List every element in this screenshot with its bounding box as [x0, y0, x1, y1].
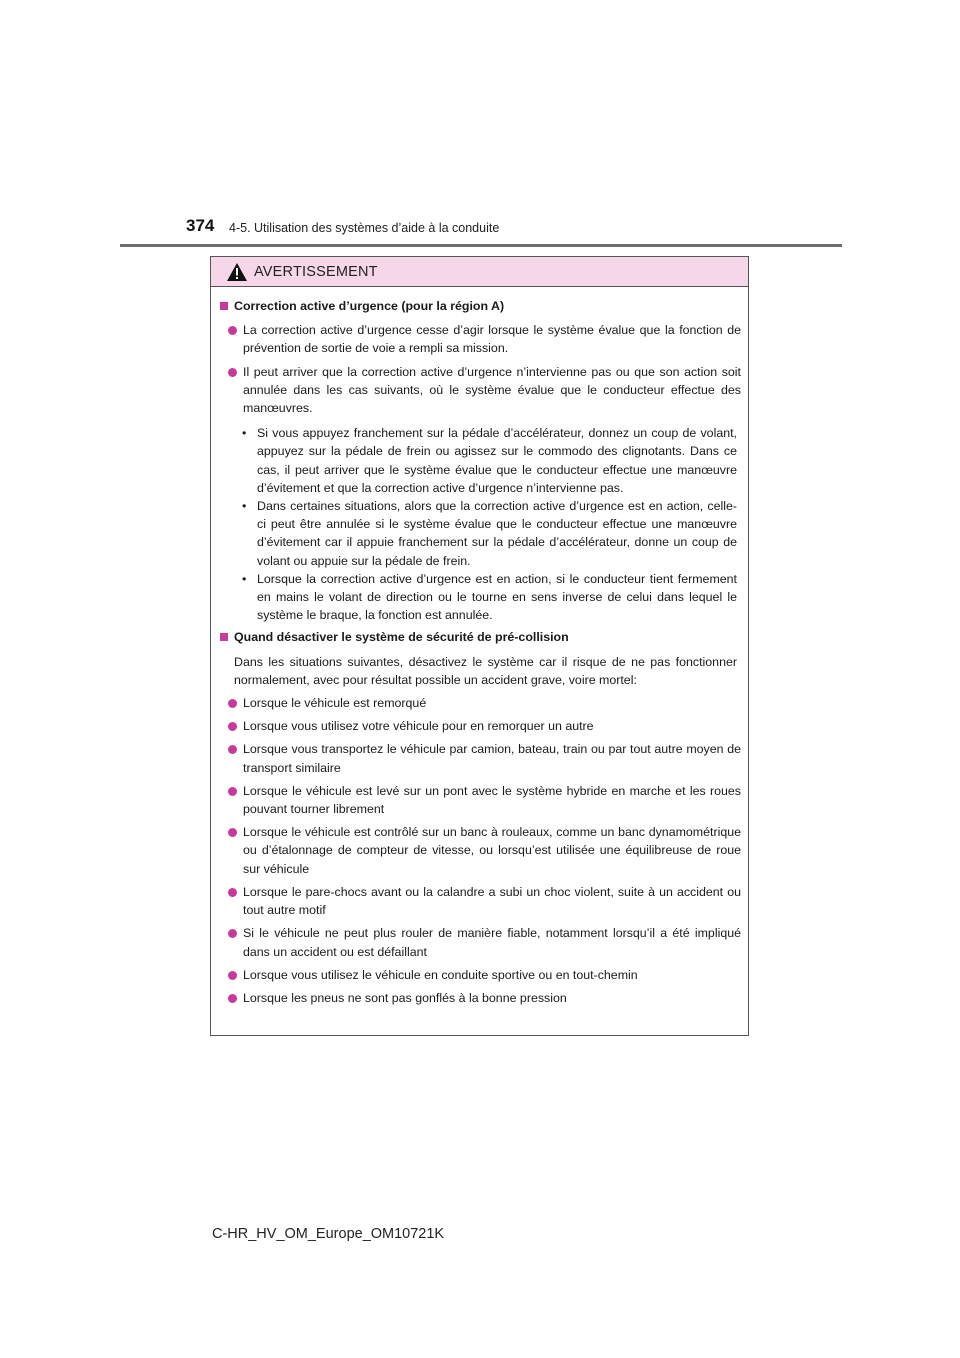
section-intro: Dans les situations suivantes, désactivez le système car il risque de ne pas fonctionner normalement, avec pour résultat possible un accident grave, voire mortel: [234, 654, 737, 687]
list-item-text: La correction active d’urgence cesse d’agir lorsque le système évalue que la fonction de prévention de sortie de voie a rempli sa mission. [243, 323, 741, 356]
sub-list [220, 424, 741, 624]
list-item [220, 966, 741, 984]
list-item-text: Lorsque le véhicule est contrôlé sur un banc à rouleaux, comme un banc dynamométrique ou d’étalonnage de compteur de vitesse, ou lorsqu’est utilisée une équilibreuse de roue sur véhicule [243, 825, 741, 876]
section-heading-text: Quand désactiver le système de sécurité de pré-collision [234, 630, 569, 645]
document-code: C-HR_HV_OM_Europe_OM10721K [212, 1226, 445, 1242]
sub-list-item [242, 570, 737, 625]
list-item-text: Il peut arriver que la correction active d’urgence n’intervienne pas ou que son action soit annulée dans les cas suivants, où le système évalue que le conducteur effectue des manœuvres. [243, 364, 741, 416]
list-item-text: Lorsque le véhicule est remorqué [243, 696, 427, 711]
list-item [220, 989, 741, 1007]
sub-bullet-marker: • [242, 426, 247, 441]
sub-bullet-marker: • [242, 571, 247, 586]
list-item-text: Lorsque le pare-chocs avant ou la calandre a subi un choc violent, suite à un accident ou tout autre motif [243, 884, 741, 918]
circle-bullet-icon [228, 368, 237, 377]
warning-triangle-icon [226, 262, 248, 282]
list-item [220, 883, 741, 919]
warning-title: AVERTISSEMENT [254, 263, 378, 280]
section-heading [220, 628, 741, 646]
circle-bullet-icon [228, 722, 237, 731]
circle-bullet-icon [228, 787, 237, 796]
list-item [220, 782, 741, 818]
circle-bullet-icon [228, 888, 237, 897]
list-item [220, 363, 741, 418]
list-item [220, 740, 741, 776]
sub-list-item [242, 424, 737, 497]
sub-list-item-text: Si vous appuyez franchement sur la pédale d’accélérateur, donnez un coup de volant, appuyez sur la pédale de frein ou agissez sur le commodo des clignotants. Dans ce cas, il peut arriver que le système évalue que le conducteur effectue une manœuvre d’évitement et que la correction active d’urgence n’intervienne pas. [257, 426, 737, 495]
circle-bullet-icon [228, 745, 237, 754]
list-item [220, 717, 741, 735]
sub-list-item [242, 497, 737, 570]
list-item-text: Lorsque les pneus ne sont pas gonflés à la bonne pression [243, 990, 567, 1005]
sub-list-item-text: Dans certaines situations, alors que la correction active d’urgence est en action, celle-ci peut être annulée si le système évalue que le conducteur effectue une manœuvre d’évitement car il appuie franchement sur la pédale d’accélérateur, donne un coup de volant ou appuie sur la pédale de frein. [257, 499, 737, 568]
list-item [220, 694, 741, 712]
circle-bullet-icon [228, 971, 237, 980]
warning-content [211, 287, 748, 1007]
list-item-text: Lorsque le véhicule est levé sur un pont avec le système hybride en marche et les roues pouvant tourner librement [243, 783, 741, 817]
circle-bullet-icon [228, 828, 237, 837]
section-heading [220, 297, 741, 315]
list-item-text: Si le véhicule ne peut plus rouler de manière fiable, notamment lorsqu’il a été impliqué dans un accident ou est défaillant [243, 926, 741, 959]
list-item-text: Lorsque vous utilisez le véhicule en conduite sportive ou en tout-chemin [243, 967, 638, 982]
header-rule [120, 244, 842, 247]
circle-bullet-icon [228, 699, 237, 708]
list-item-text: Lorsque vous transportez le véhicule par camion, bateau, train ou par tout autre moyen de transport similaire [243, 742, 741, 775]
square-bullet-icon [220, 302, 228, 310]
circle-bullet-icon [228, 326, 237, 335]
section-title: 4-5. Utilisation des systèmes d’aide à la conduite [229, 221, 500, 235]
circle-bullet-icon [228, 994, 237, 1003]
sub-list-item-text: Lorsque la correction active d’urgence est en action, si le conducteur tient fermement en mains le volant de direction ou le tourne en sens inverse de celui dans lequel le système le braque, la fonction est annulée. [257, 571, 737, 623]
warning-box [210, 256, 749, 1036]
list-item-text: Lorsque vous utilisez votre véhicule pour en remorquer un autre [243, 719, 594, 734]
warning-header [211, 257, 748, 287]
page-number: 374 [186, 216, 215, 235]
section-heading-text: Correction active d’urgence (pour la région A) [234, 299, 505, 313]
circle-bullet-icon [228, 929, 237, 938]
sub-bullet-marker: • [242, 499, 247, 514]
square-bullet-icon [220, 633, 228, 641]
list-item [220, 823, 741, 878]
list-item [220, 321, 741, 357]
list-item [220, 924, 741, 960]
